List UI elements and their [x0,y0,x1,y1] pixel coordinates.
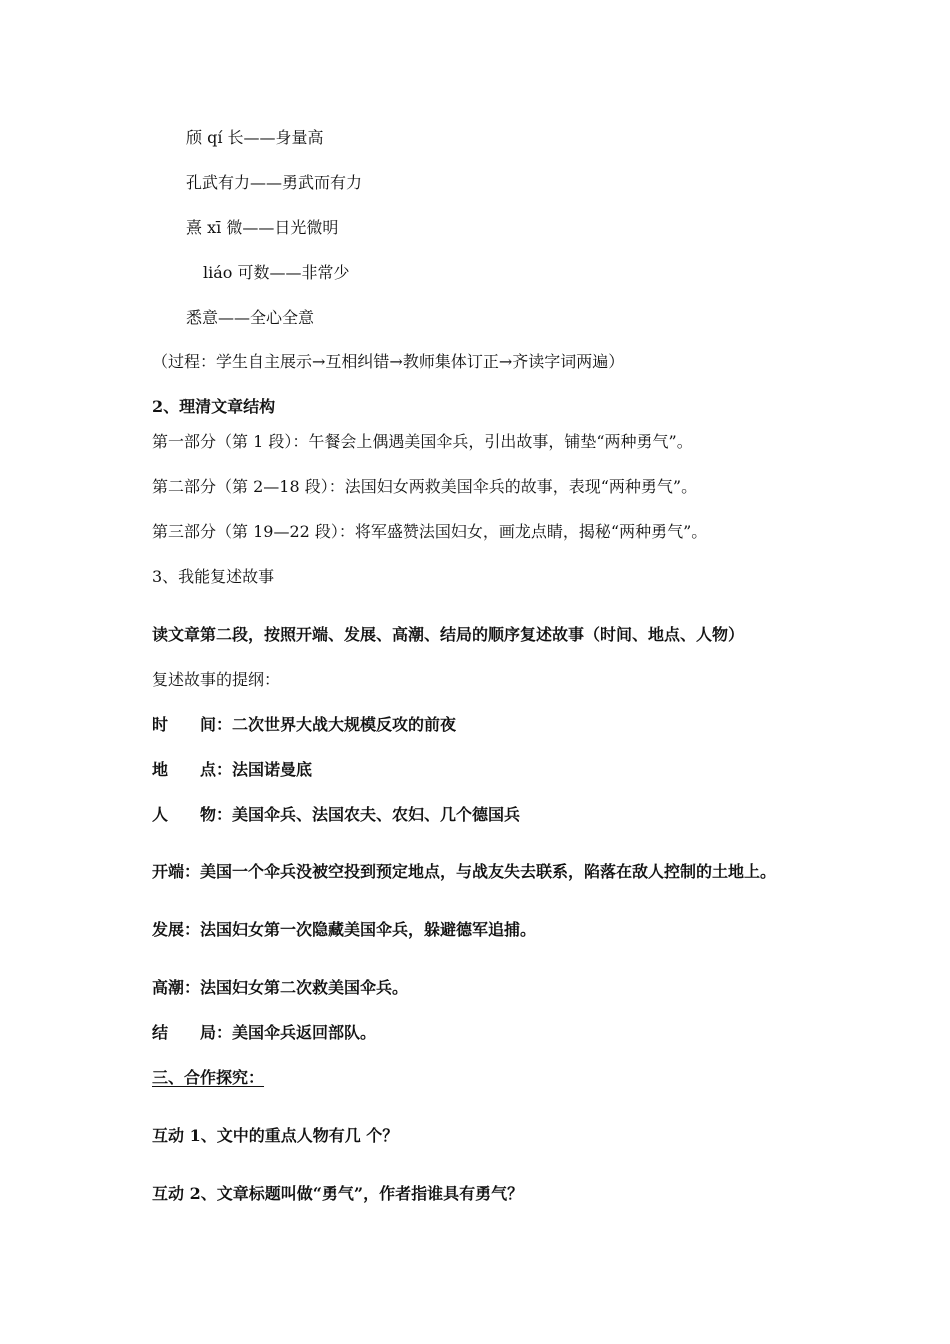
structure-part-3: 第三部分（第 19—22 段）：将军盛赞法国妇女，画龙点睛，揭秘“两种勇气”。 [152,522,708,541]
outline-time-text: 二次世界大战大规模反攻的前夜 [232,715,457,734]
outline-label: 复述故事的提纲： [152,670,281,689]
outline-ending-label: 结 局： [152,1023,233,1042]
outline-development-text: 法国妇女第一次隐藏美国伞兵，躲避德军追捕。 [200,920,537,939]
outline-climax-label: 高潮： [152,978,201,997]
outline-beginning-text: 美国一个伞兵没被空投到预定地点，与战友失去联系，陷落在敌人控制的土地上。 [200,862,777,881]
retell-instruction: 读文章第二段，按照开端、发展、高潮、结局的顺序复述故事（时间、地点、人物） [152,625,745,644]
outline-climax [152,978,408,998]
vocab-line-1: 颀 qí 长——身量高 [186,128,324,147]
outline-beginning-label: 开端： [152,862,201,881]
vocab-line-5: 悉意——全心全意 [186,308,315,327]
outline-place [152,760,312,780]
section-2-title: 2、理清文章结构 [152,397,276,416]
vocab-line-3: 熹 xī 微——日光微明 [186,218,339,237]
outline-beginning [152,862,776,882]
outline-characters-text: 美国伞兵、法国农夫、农妇、几个德国兵 [232,805,521,824]
section-three-title: 三、合作探究： [152,1068,265,1087]
process-note: （过程：学生自主展示→互相纠错→教师集体订正→齐读字词两遍） [152,352,625,371]
outline-development-label: 发展： [152,920,201,939]
outline-place-label: 地 点： [152,760,233,779]
question-1: 互动 1、文中的重点人物有几 个？ [152,1126,399,1145]
outline-development [152,920,536,940]
outline-characters-label: 人 物： [152,805,233,824]
section-3-title: 3、我能复述故事 [152,567,275,586]
outline-ending [152,1023,376,1043]
vocab-line-4: liáo 可数——非常少 [203,263,350,282]
outline-ending-text: 美国伞兵返回部队。 [232,1023,377,1042]
structure-part-2: 第二部分（第 2—18 段）：法国妇女两救美国伞兵的故事，表现“两种勇气”。 [152,477,698,496]
outline-place-text: 法国诺曼底 [232,760,313,779]
structure-part-1: 第一部分（第 1 段）：午餐会上偶遇美国伞兵，引出故事，铺垫“两种勇气”。 [152,432,693,451]
outline-time [152,715,456,735]
outline-characters [152,805,520,825]
outline-time-label: 时 间： [152,715,233,734]
outline-climax-text: 法国妇女第二次救美国伞兵。 [200,978,409,997]
question-2: 互动 2、文章标题叫做“勇气”，作者指谁具有勇气？ [152,1184,524,1203]
vocab-line-2: 孔武有力——勇武而有力 [186,173,363,192]
